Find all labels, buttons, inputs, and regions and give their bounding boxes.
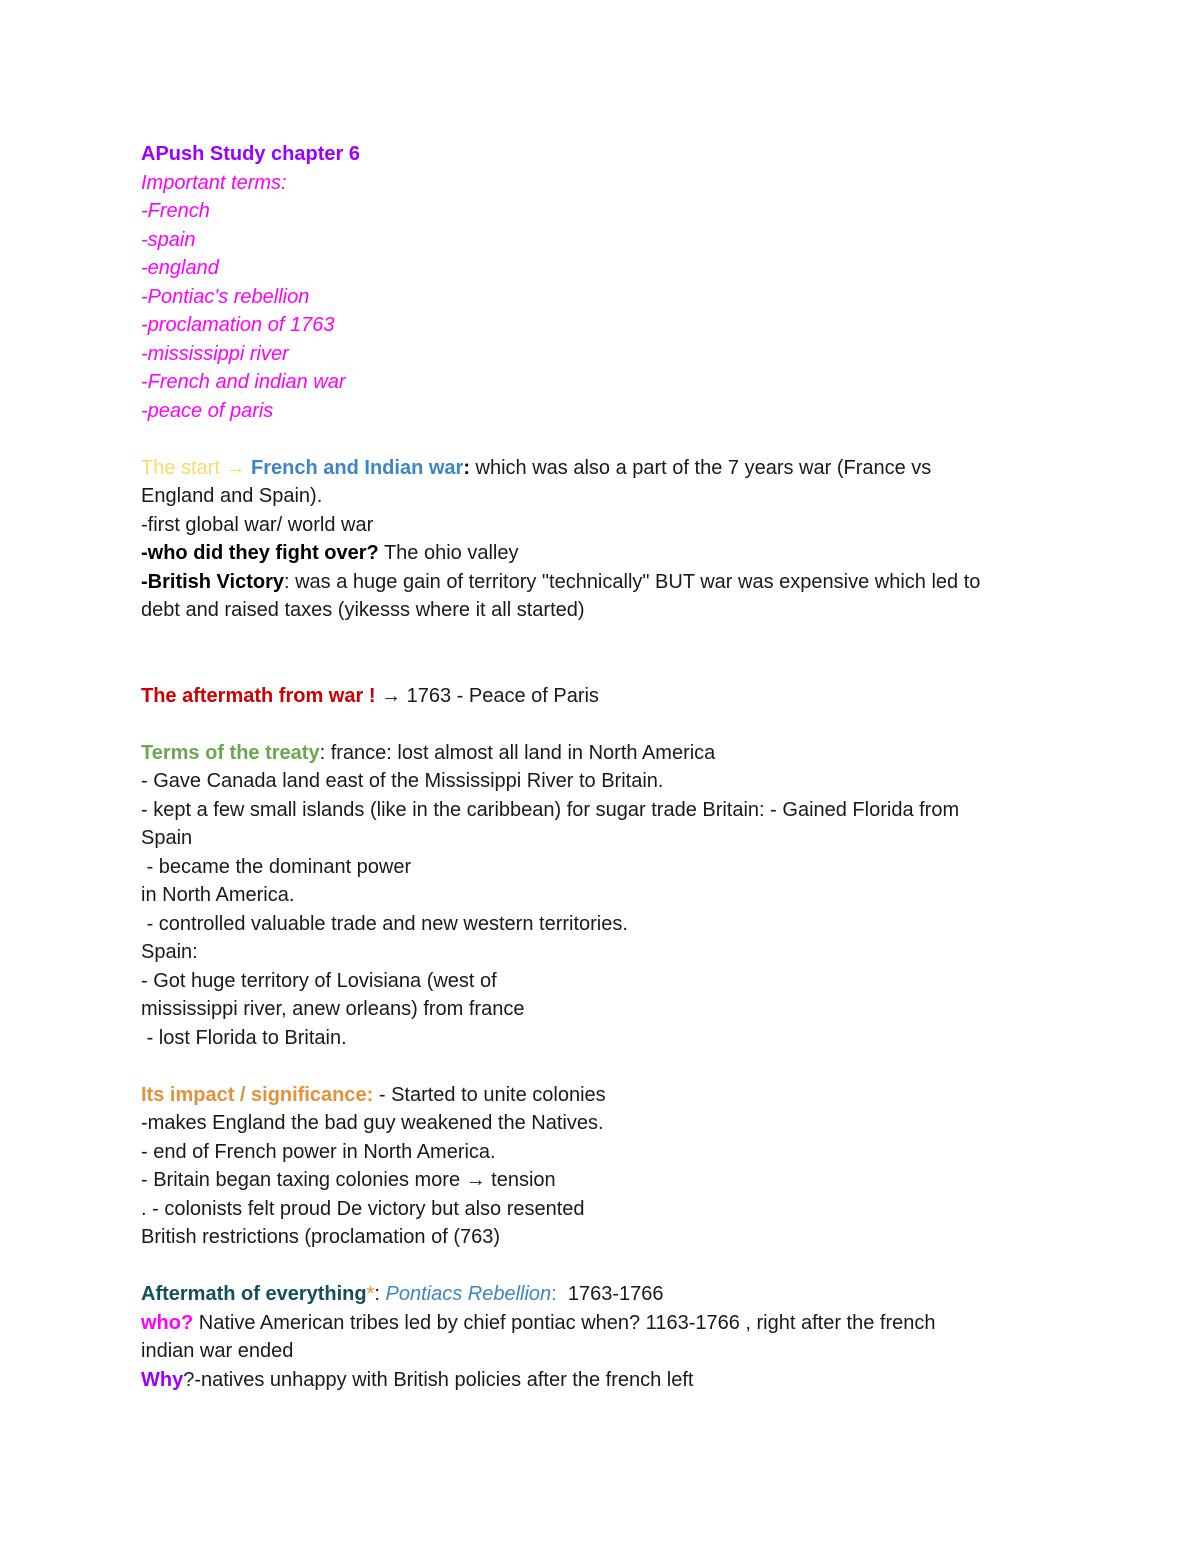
- term-item: -proclamation of 1763: [141, 314, 335, 336]
- treaty-line: Spain: [141, 827, 193, 849]
- impact-heading-line: Its impact / significance: - Started to unite colonies: [141, 1083, 606, 1106]
- everything-heading: Aftermath of everything: [141, 1283, 367, 1305]
- term-item: -spain: [141, 228, 196, 251]
- treaty-line: - lost Florida to Britain.: [141, 1026, 347, 1049]
- term-item: -england: [141, 257, 219, 279]
- treaty-heading: Terms of the treaty: [141, 741, 320, 764]
- impact-line: -makes England the bad guy weakened the Natives.: [141, 1112, 604, 1134]
- everything-heading-line: Aftermath of everything*: Pontiacs Rebellion: 1763-1766: [141, 1283, 664, 1305]
- why-line: Why?-natives unhappy with British policies after the french left: [141, 1368, 694, 1391]
- who-line: who? Native American tribes led by chief pontiac when? 1163-1766 , right after the french: [141, 1311, 936, 1334]
- victory-label: -British Victory: [141, 570, 284, 593]
- terms-heading: Important terms:: [141, 171, 287, 194]
- treaty-line: mississippi river, anew orleans) from france: [141, 998, 525, 1020]
- impact-line: - end of French power in North America.: [141, 1140, 496, 1163]
- term-item: -mississippi river: [141, 342, 289, 365]
- who-label: who?: [141, 1311, 194, 1334]
- impact-line: . - colonists felt proud De victory but also resented: [141, 1197, 585, 1220]
- term-item: -peace of paris: [141, 399, 274, 422]
- treaty-line: - became the dominant power: [141, 855, 412, 878]
- treaty-line: - Gave Canada land east of the Mississippi River to Britain.: [141, 770, 664, 792]
- aftermath-heading: The aftermath from war !: [141, 684, 376, 707]
- document-body: [141, 140, 1071, 1394]
- who-question: -who did they fight over?: [141, 542, 379, 564]
- treaty-heading-line: Terms of the treaty: france: lost almost all land in North America: [141, 741, 716, 764]
- treaty-line: - Got huge territory of Lovisiana (west of: [141, 969, 497, 992]
- treaty-line: - controlled valuable trade and new western territories.: [141, 912, 628, 935]
- start-label: The start →: [141, 456, 246, 479]
- who-fight-line: -who did they fight over? The ohio valley: [141, 542, 519, 564]
- start-line: England and Spain).: [141, 485, 323, 507]
- pontiac-topic: Pontiacs Rebellion: [385, 1283, 552, 1305]
- who-line-cont: indian war ended: [141, 1340, 294, 1362]
- victory-line: -British Victory: was a huge gain of territory "technically" BUT war was expensive which led to: [141, 570, 981, 593]
- start-line: -first global war/ world war: [141, 513, 374, 536]
- start-paragraph: The start → French and Indian war: which was also a part of the 7 years war (France vs: [141, 456, 932, 479]
- term-item: -Pontiac's rebellion: [141, 285, 310, 308]
- document-title: APush Study chapter 6: [141, 143, 360, 165]
- treaty-line: in North America.: [141, 884, 295, 906]
- term-item: -French: [141, 200, 210, 222]
- start-topic: French and Indian war: [251, 456, 464, 479]
- why-label: Why: [141, 1368, 184, 1391]
- treaty-line: - kept a few small islands (like in the caribbean) for sugar trade Britain: - Gained Florida from: [141, 798, 960, 821]
- aftermath-heading-line: The aftermath from war ! → 1763 - Peace of Paris: [141, 684, 599, 707]
- impact-line: British restrictions (proclamation of (763): [141, 1226, 501, 1248]
- impact-line: - Britain began taxing colonies more → tension: [141, 1169, 556, 1191]
- term-item: -French and indian war: [141, 371, 346, 393]
- start-line: debt and raised taxes (yikesss where it all started): [141, 599, 585, 621]
- treaty-line: Spain:: [141, 941, 198, 963]
- impact-heading: Its impact / significance:: [141, 1083, 374, 1106]
